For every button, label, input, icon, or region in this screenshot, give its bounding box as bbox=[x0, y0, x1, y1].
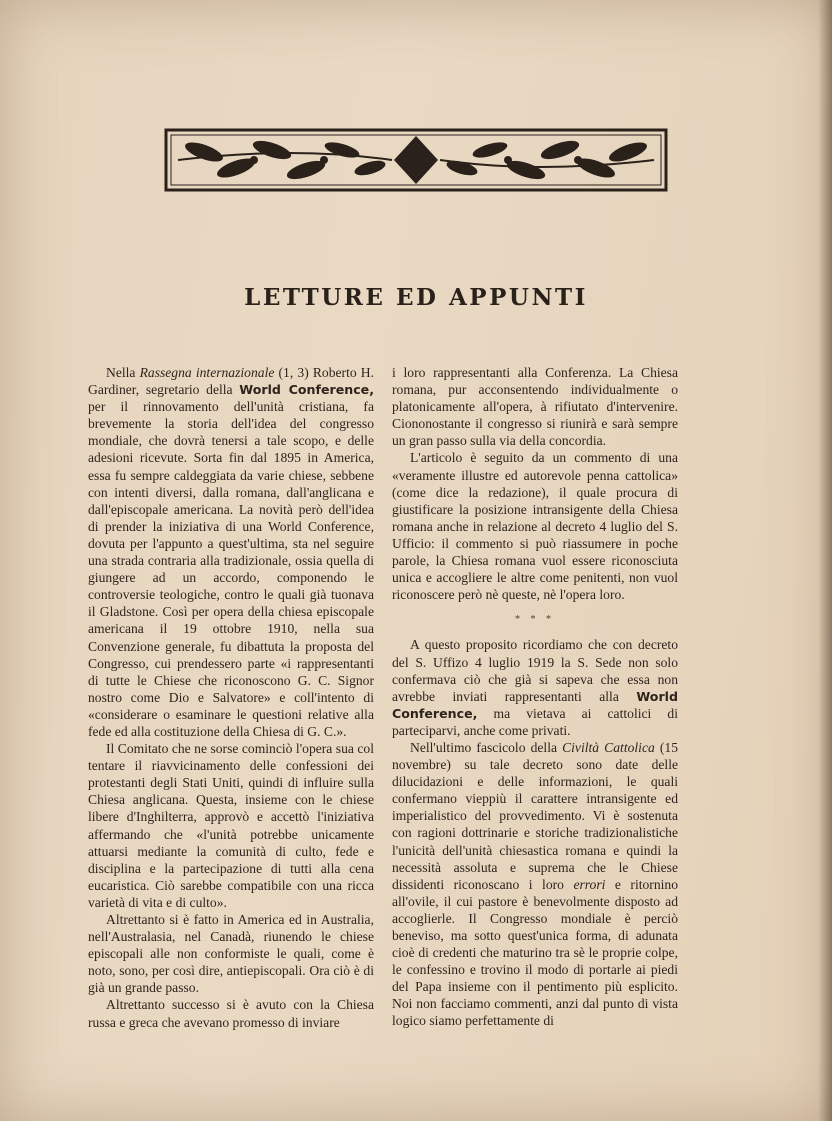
paragraph bbox=[392, 364, 678, 449]
text-run: (15 novembre) su tale decreto sono date delle dilucidazioni e delle informazioni, le quali confermano vieppiù il carattere intransigente ed imperialistico del provvedimento. Vi è sostenuta con ragioni dottrinarie e storiche tradizionalistiche l'unicità dell'unità chiesastica romana e quindi la necessità assoluta e suprema che le Chiese dissidenti riconoscano i loro bbox=[392, 739, 678, 892]
italic-term: Rassegna internazionale bbox=[139, 365, 275, 380]
paragraph bbox=[392, 636, 678, 739]
paragraph bbox=[88, 740, 374, 911]
text-run: e ritornino all'ovile, il cui pastore è benevolmente disposto ad accoglierle. Il Congresso mondiale è perciò beneviso, ma sotto quest'unica forma, di adunata cioè di credenti che maturino tra sè le proprie colpe, le confessino e trovino il modo di portarle ai piedi del Papa insieme con il pentimento più esplicito. Noi non facciamo commenti, anzi dal punto di vista logico siamo perfettamente di bbox=[392, 876, 679, 1029]
column-right bbox=[392, 364, 678, 1030]
paragraph bbox=[88, 996, 374, 1030]
text-run: Nella bbox=[106, 365, 140, 380]
section-separator: * * * bbox=[515, 614, 555, 626]
bold-term: World Conference, bbox=[239, 382, 374, 398]
paragraph bbox=[392, 739, 678, 1030]
italic-term: errori bbox=[573, 876, 606, 892]
paragraph bbox=[88, 911, 374, 996]
paragraph bbox=[88, 364, 374, 740]
bold-term: World Conference, bbox=[392, 688, 678, 721]
text-run: per il rinnovamento dell'unità cristiana, fa brevemente la storia dell'idea del congresso mondiale, che dovrà tenersi a tale scopo, e delle adesioni ricevute. Sorta fin dal 1895 in America, essa fu sempre caldeggiata da varie chiese, sebbene con intenti diversi, dalla romana, dall'anglicana e dall'episcopale americana. La novità però dell'idea di prender la iniziativa di una World Conference, dovuta per l'appunto a quest'ultima, sta nel seguire una strada contraria alla tradizionale, ossia quella di giungere ad un accordo, componendo le controversie teologiche, contro le quali già tuonava il Gladstone. Così per opera della chiesa episcopale americana il 19 ottobre 1910, nella sua Convenzione generale, fu dibattuta la proposta del Congresso, cui prendessero parte «i rappresentanti di tutte le Chiese che riconoscono G. C. Signor nostro come Dio e Salvatore» e coll'intento di «considerare o esaminare le questioni relative alla fede ed alla costituzione della Chiesa di G. C.». bbox=[88, 399, 374, 739]
text-run: ma vietava ai cattolici di parteciparvi, anche come privati. bbox=[392, 705, 678, 738]
column-left bbox=[88, 364, 374, 1031]
text-run: A questo proposito ricordiamo che con decreto del S. Uffizo 4 luglio 1919 la S. Sede non solo confermava ciò che già si sapeva che essa non avrebbe inviati rappresentanti alla bbox=[392, 637, 678, 704]
text-run: Nell'ultimo fascicolo della bbox=[410, 739, 563, 755]
paragraph bbox=[392, 449, 678, 603]
text-run: Il Comitato che ne sorse cominciò l'opera sua col tentare il riavvicinamento delle confessioni dei protestanti degli Stati Uniti, quindi di influire sulla Chiesa anglicana. Questa, insieme con le chiese libere d'Inghilterra, approvò e accettò l'iniziativa affermando che «l'unità potrebbe unicamente attuarsi mediante la comunità di culto, fede e disciplina e la partecipazione di tutti alla cena eucaristica. Ciò sarebbe compatibile con una ricca varietà di vita e di culto». bbox=[88, 741, 374, 910]
text-run: Altrettanto si è fatto in America ed in Australia, nell'Australasia, nel Canadà, riunendo le chiese episcopali alle non conformiste le quali, come è noto, sono, per così dire, antiepiscopali. Ora ciò è di già un grande passo. bbox=[88, 912, 374, 996]
page-title: LETTURE ED APPUNTI bbox=[244, 284, 588, 311]
text-run: Altrettanto successo si è avuto con la Chiesa russa e greca che avevano promesso di inviare bbox=[88, 997, 374, 1030]
italic-term: Civiltà Cattolica bbox=[562, 739, 655, 755]
text-run: i loro rappresentanti alla Conferenza. La Chiesa romana, pur acconsentendo individualmente o platonicamente all'opera, à rifiutato d'intervenire. Ciononostante il congresso si riunirà e sarà sempre un gran passo sulla via della concordia. bbox=[392, 365, 678, 449]
laurel-ornament bbox=[164, 128, 668, 192]
text-run: L'articolo è seguito da un commento di una «veramente illustre ed autorevole penna cattolica» (come dice la redazione), il quale procura di giustificare la posizione intransigente della Chiesa romana anche in relazione al decreto 4 luglio del S. Ufficio: il commento si può riassumere in poche parole, la Chiesa romana vuol essere riconosciuta unica e accogliere le altre come penitenti, non vuol riconoscere però nè queste, nè l'opera loro. bbox=[392, 450, 678, 603]
text-run: (1, 3) Roberto H. Gardiner, segretario della bbox=[88, 365, 375, 398]
